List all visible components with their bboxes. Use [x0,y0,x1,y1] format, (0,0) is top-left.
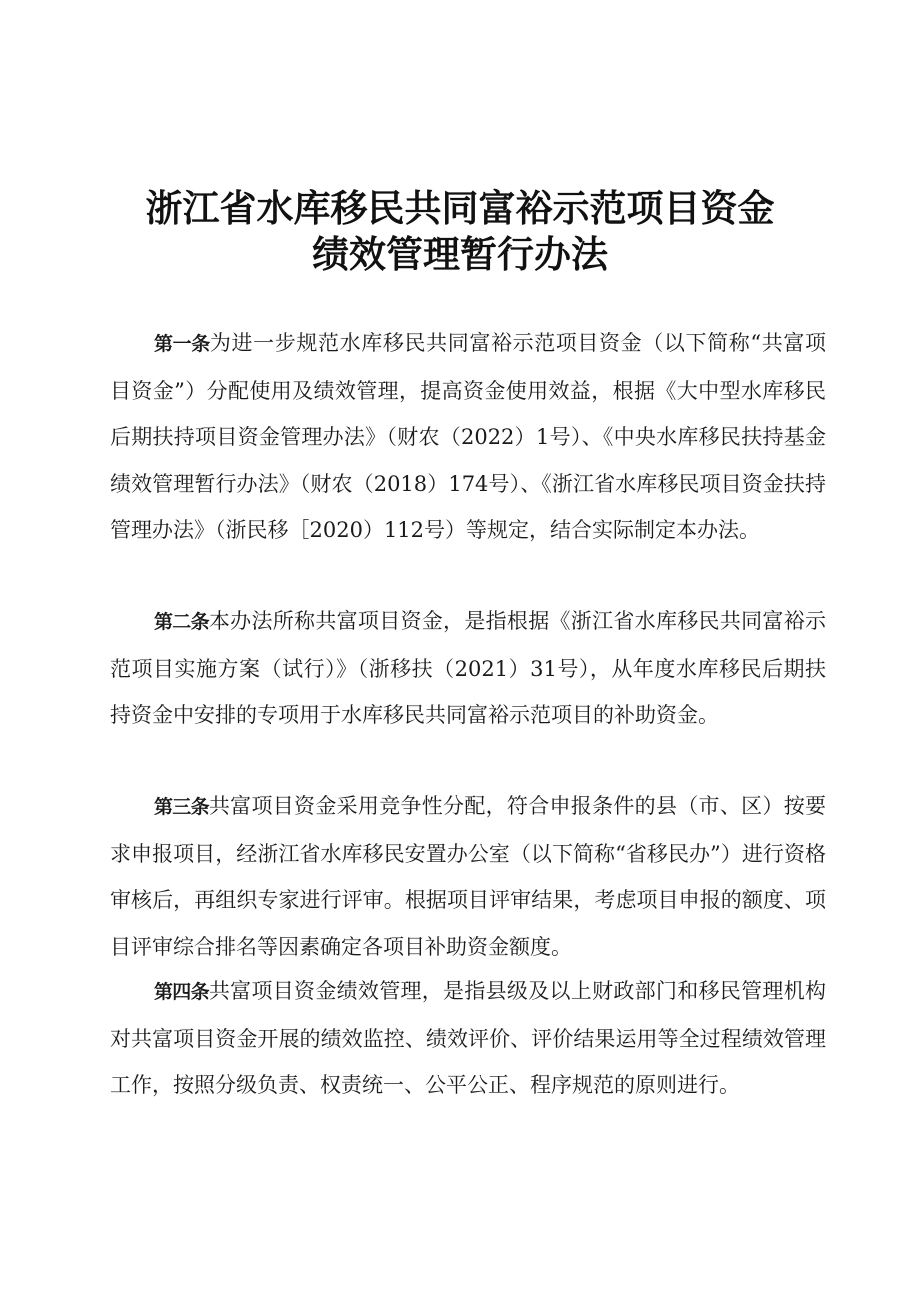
article-1 [110,320,826,554]
article-3-text: 共富项目资金采用竞争性分配，符合申报条件的县（市、区）按要求申报项目，经浙江省水库移民安置办公室（以下简称“省移民办”）进行资格审核后，再组织专家进行评审。根据项目评审结果，考虑项目申报的额度、项目评审综合排名等因素确定各项目补助资金额度。 [110,794,826,959]
document-title-line-2: 绩效管理暂行办法 [312,233,608,276]
article-1-text: 为进一步规范水库移民共同富裕示范项目资金（以下简称“共富项目资金”）分配使用及绩效管理，提高资金使用效益，根据《大中型水库移民后期扶持项目资金管理办法》（财农（2022）1号）、《中央水库移民扶持基金绩效管理暂行办法》（财农（2018）174号）、《浙江省水库移民项目资金扶持管理办法》（浙民移［2020）112号）等规定，结合实际制定本办法。 [110,331,826,543]
article-4-text: 共富项目资金绩效管理，是指县级及以上财政部门和移民管理机构对共富项目资金开展的绩效监控、绩效评价、评价结果运用等全过程绩效管理工作，按照分级负责、权责统一、公平公正、程序规范的原则进行。 [110,979,826,1098]
article-3 [110,783,826,970]
article-2-heading: 第二条 [154,611,209,633]
article-2 [110,598,826,739]
article-1-heading: 第一条 [154,333,210,355]
article-2-text: 本办法所称共富项目资金，是指根据《浙江省水库移民共同富裕示范项目实施方案（试行）》（浙移扶（2021）31号），从年度水库移民后期扶持资金中安排的专项用于水库移民共同富裕示范项目的补助资金。 [110,609,826,728]
article-3-heading: 第三条 [154,796,209,818]
article-4-heading: 第四条 [154,981,209,1003]
article-4 [110,968,826,1109]
document-title-line-1: 浙江省水库移民共同富裕示范项目资金 [145,187,775,230]
